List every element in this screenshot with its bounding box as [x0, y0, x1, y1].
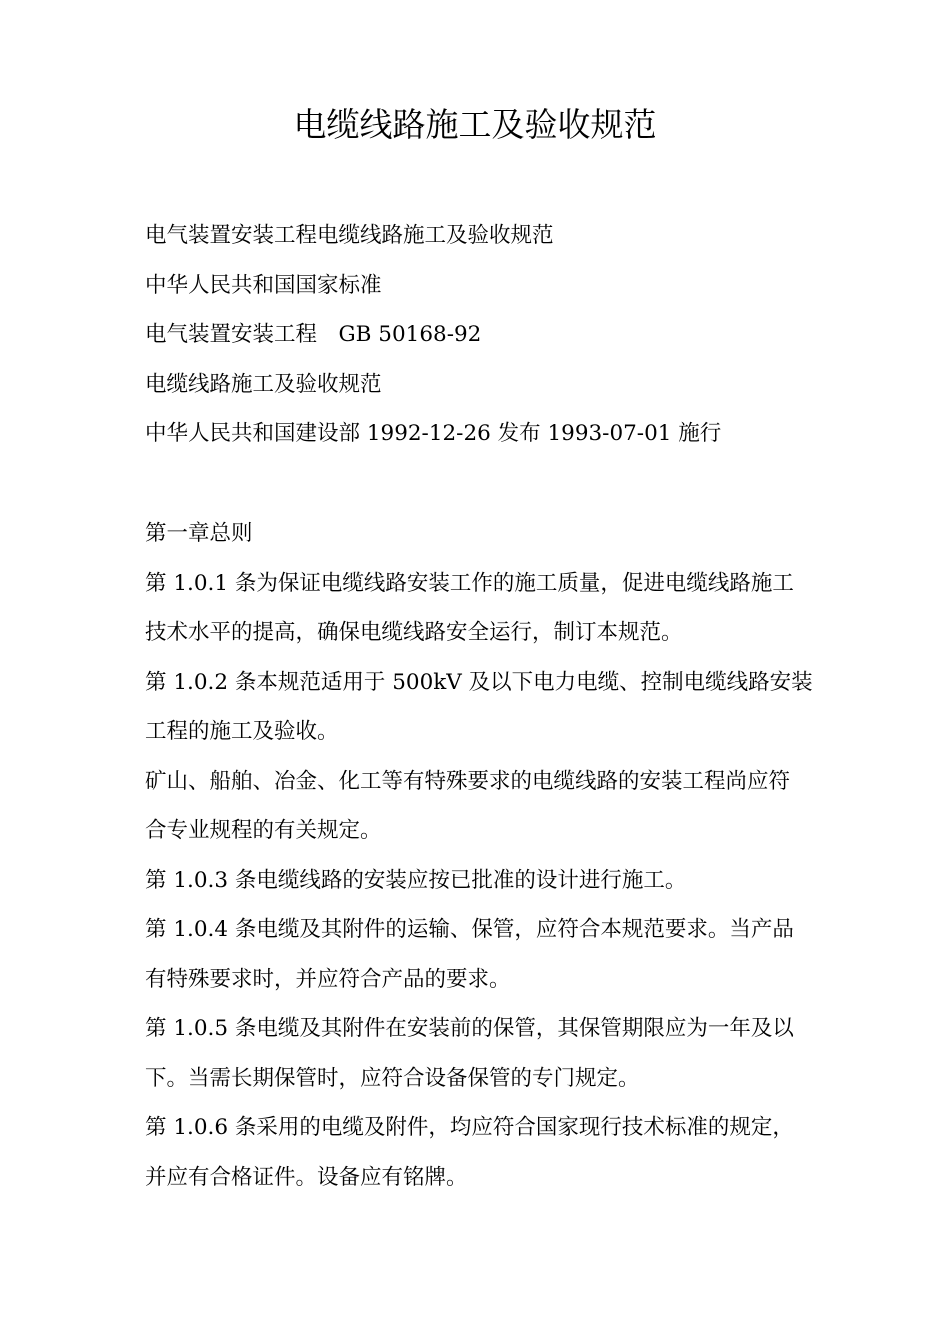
body-line: 并应有合格证件。设备应有铭牌。 — [145, 1164, 468, 1190]
info-line-issue-dates: 中华人民共和国建设部 1992-12-26 发布 1993-07-01 施行 — [145, 421, 722, 446]
body-line: 有特殊要求时，并应符合产品的要求。 — [145, 966, 511, 992]
body-line: 第 1.0.2 条本规范适用于 500kV 及以下电力电缆、控制电缆线路安装 — [145, 669, 813, 695]
body-line: 下。当需长期保管时，应符合设备保管的专门规定。 — [145, 1065, 640, 1091]
body-line: 第 1.0.1 条为保证电缆线路安装工作的施工质量，促进电缆线路施工 — [145, 570, 794, 596]
body-line: 矿山、船舶、冶金、化工等有特殊要求的电缆线路的安装工程尚应符 — [145, 768, 791, 794]
info-line-standard-type: 中华人民共和国国家标准 — [145, 272, 382, 298]
body-line: 工程的施工及验收。 — [145, 719, 339, 744]
info-line-full-name: 电气装置安装工程电缆线路施工及验收规范 — [145, 223, 554, 248]
chapter-heading: 第一章总则 — [145, 521, 253, 546]
chapter-one — [145, 509, 813, 1202]
body-line: 第 1.0.5 条电缆及其附件在安装前的保管，其保管期限应为一年及以 — [145, 1016, 794, 1041]
body-line: 合专业规程的有关规定。 — [145, 818, 382, 843]
body-line: 第 1.0.3 条电缆线路的安装应按已批准的设计进行施工。 — [145, 867, 687, 893]
info-line-standard-code: 电气装置安装工程 GB 50168-92 — [145, 322, 482, 347]
body-line: 第 1.0.6 条采用的电缆及附件，均应符合国家现行技术标准的规定， — [145, 1115, 794, 1140]
document-title: 电缆线路施工及验收规范 — [293, 105, 657, 144]
body-line: 第 1.0.4 条电缆及其附件的运输、保管，应符合本规范要求。当产品 — [145, 917, 794, 942]
info-line-short-name: 电缆线路施工及验收规范 — [145, 371, 382, 397]
body-line: 技术水平的提高，确保电缆线路安全运行，制订本规范。 — [145, 620, 683, 645]
standard-info-block — [145, 211, 810, 459]
